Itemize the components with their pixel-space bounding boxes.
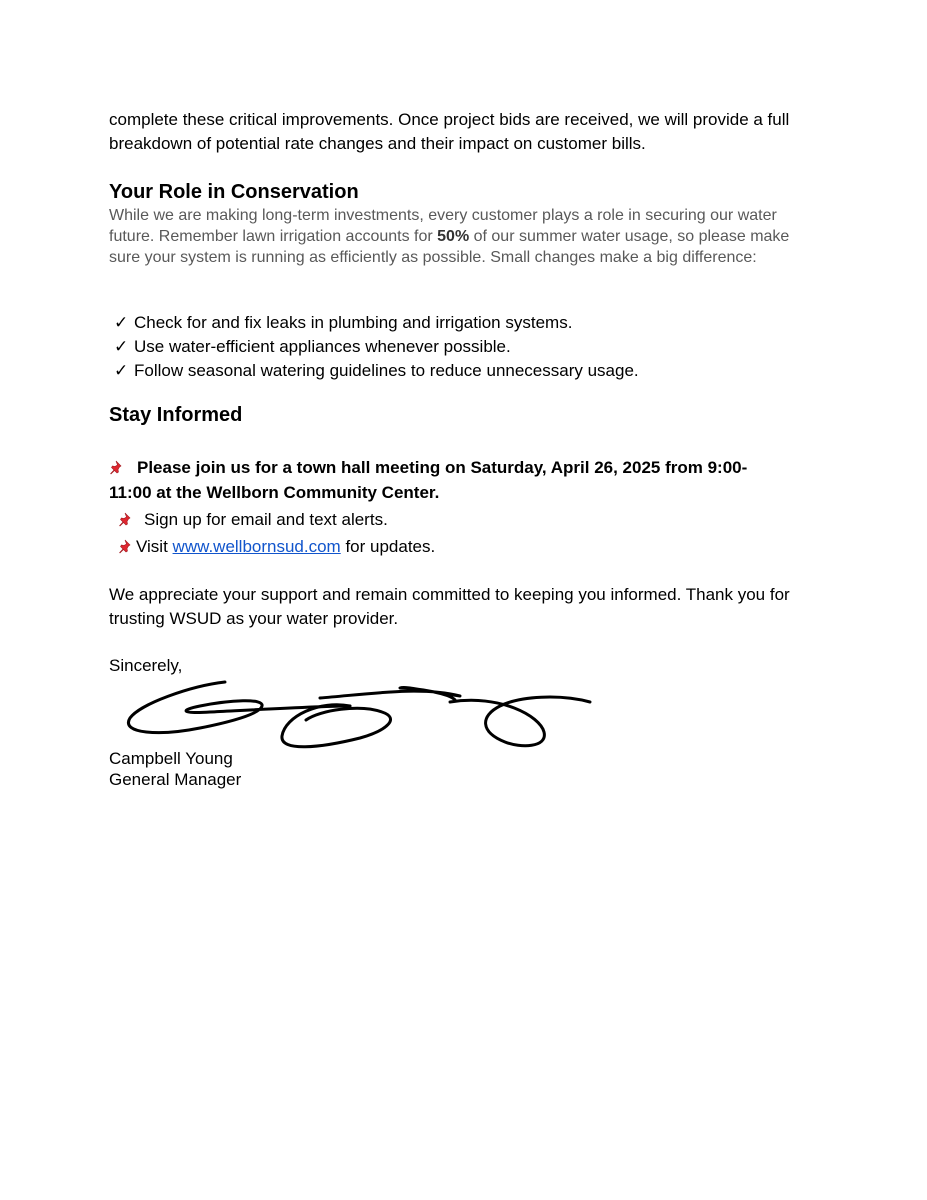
irrigation-percent: 50% bbox=[437, 228, 470, 245]
sign-off: Sincerely, bbox=[109, 656, 183, 675]
checkmark-icon: ✓ bbox=[114, 313, 129, 332]
conservation-text-end: of our summer water usage, so please make sure your system is running as efficiently as possible. Small changes make a big difference: bbox=[109, 228, 790, 266]
alerts-text: Sign up for email and text alerts. bbox=[144, 510, 388, 529]
stay-informed-heading: Stay Informed bbox=[109, 404, 243, 426]
pushpin-icon bbox=[118, 539, 132, 553]
checkmark-icon: ✓ bbox=[114, 361, 129, 380]
list-item bbox=[114, 359, 639, 383]
conservation-tips-list bbox=[114, 311, 639, 383]
visit-prefix: Visit bbox=[136, 537, 173, 556]
signer-name: Campbell Young bbox=[109, 749, 233, 768]
visit-suffix: for updates. bbox=[340, 537, 436, 556]
pushpin-icon bbox=[109, 460, 123, 474]
list-item bbox=[114, 335, 639, 359]
conservation-text-start: While we are making long-term investments, every customer plays a role in securing our water future. Remember lawn irrigation accounts for bbox=[109, 207, 777, 245]
signer-title: General Manager bbox=[109, 770, 242, 789]
tip-text: Follow seasonal watering guidelines to reduce unnecessary usage. bbox=[134, 361, 639, 380]
handwritten-signature bbox=[120, 676, 600, 756]
tip-text: Use water-efficient appliances whenever possible. bbox=[134, 337, 511, 356]
conservation-heading: Your Role in Conservation bbox=[109, 181, 359, 203]
list-item bbox=[114, 311, 639, 335]
thanks-paragraph: We appreciate your support and remain committed to keeping you informed. Thank you for trusting WSUD as your water provider. bbox=[109, 585, 790, 628]
town-hall-text: Please join us for a town hall meeting on Saturday, April 26, 2025 from 9:00-11:00 at the Wellborn Community Center. bbox=[109, 458, 748, 502]
visit-line bbox=[118, 535, 435, 559]
intro-paragraph: complete these critical improvements. Once project bids are received, we will provide a full breakdown of potential rate changes and their impact on customer bills. bbox=[109, 110, 790, 153]
tip-text: Check for and fix leaks in plumbing and irrigation systems. bbox=[134, 313, 573, 332]
checkmark-icon: ✓ bbox=[114, 337, 129, 356]
town-hall-notice bbox=[109, 455, 789, 505]
alerts-line bbox=[118, 508, 388, 532]
conservation-paragraph bbox=[109, 205, 809, 268]
website-link[interactable]: www.wellbornsud.com bbox=[172, 537, 341, 556]
pushpin-icon bbox=[118, 512, 132, 526]
